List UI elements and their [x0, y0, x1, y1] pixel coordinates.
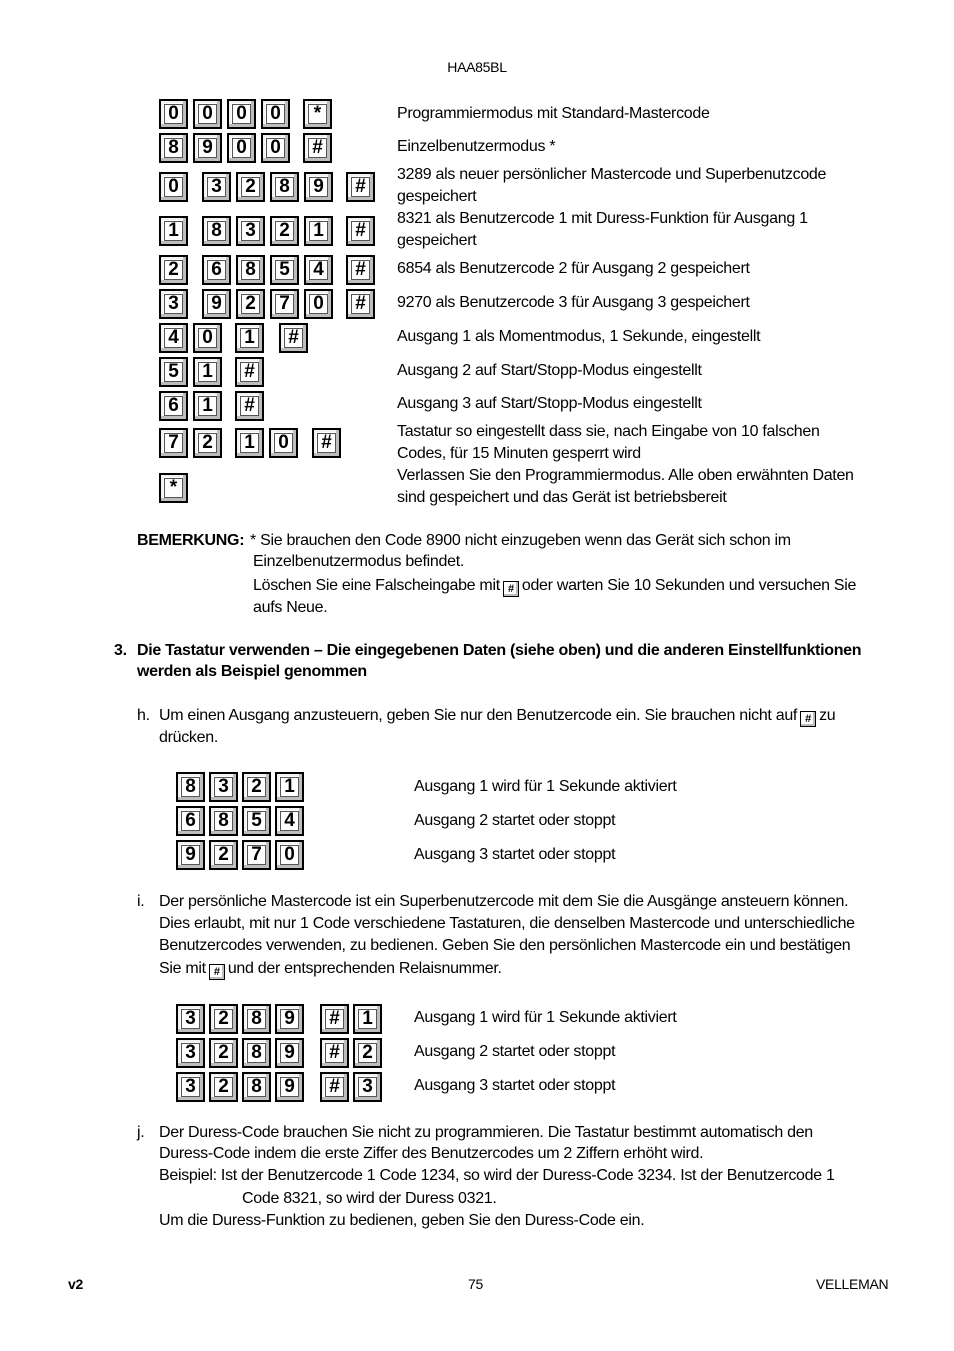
key-label: 3: [185, 1076, 196, 1097]
digit-key-icon: [353, 1038, 382, 1068]
item-j-line-1: Der Duress-Code brauchen Sie nicht zu programmieren. Die Tastatur bestimmt automatisch den: [159, 1124, 813, 1141]
hash-key-icon: #: [800, 711, 816, 727]
digit-key-icon: [275, 840, 304, 870]
digit-key-icon: [176, 840, 205, 870]
key-label: 2: [218, 1008, 229, 1029]
remark-label: BEMERKUNG:: [137, 532, 245, 549]
key-label: 9: [211, 293, 222, 314]
digit-key-icon: [193, 99, 222, 129]
item-j-line-3: Beispiel: Ist der Benutzercode 1 Code 1234, so wird der Duress-Code 3234. Ist der Benutzercode 1: [159, 1167, 835, 1184]
digit-key-icon: [270, 255, 299, 285]
digit-key-icon: [304, 172, 333, 202]
digit-key-icon: [275, 806, 304, 836]
key-label: 9: [202, 137, 213, 158]
output-description: Ausgang 2 startet oder stoppt: [414, 812, 616, 829]
key-label: 9: [284, 1076, 295, 1097]
key-label: 9: [284, 1042, 295, 1063]
digit-key-icon: [209, 1072, 238, 1102]
key-label: #: [355, 259, 366, 280]
digit-key-icon: [242, 806, 271, 836]
hash-key-icon: [320, 1004, 349, 1034]
key-label: 0: [168, 103, 179, 124]
digit-key-icon: [159, 133, 188, 163]
digit-key-icon: [269, 428, 298, 458]
key-label: 1: [244, 327, 255, 348]
digit-key-icon: [304, 255, 333, 285]
digit-key-icon: [176, 772, 205, 802]
digit-key-icon: [275, 772, 304, 802]
digit-key-icon: [193, 391, 222, 421]
digit-key-icon: [227, 99, 256, 129]
digit-key-icon: [202, 255, 231, 285]
hash-key-icon: [346, 255, 375, 285]
key-label: 0: [270, 137, 281, 158]
key-label: 0: [313, 293, 324, 314]
key-label: 3: [185, 1042, 196, 1063]
item-j-marker: j.: [137, 1124, 145, 1141]
digit-key-icon: [176, 1038, 205, 1068]
hash-key-icon: [312, 428, 341, 458]
item-j-line-5: Um die Duress-Funktion zu bedienen, geben Sie den Duress-Code ein.: [159, 1212, 645, 1229]
remark-line-2: Einzelbenutzermodus befindet.: [253, 553, 464, 570]
key-label: 3: [185, 1008, 196, 1029]
key-label: 0: [202, 103, 213, 124]
key-label: 8: [251, 1042, 262, 1063]
digit-key-icon: [202, 172, 231, 202]
digit-key-icon: [235, 428, 264, 458]
digit-key-icon: [270, 172, 299, 202]
output-description: Ausgang 3 startet oder stoppt: [414, 1077, 616, 1094]
key-label: 5: [279, 259, 290, 280]
item-i-line-4-end: und der entsprechenden Relaisnummer.: [227, 960, 502, 977]
digit-key-icon: [159, 255, 188, 285]
digit-key-icon: [193, 428, 222, 458]
key-label: 1: [313, 220, 324, 241]
key-label: 6: [168, 395, 179, 416]
digit-key-icon: [209, 1038, 238, 1068]
footer-version: v2: [68, 1276, 83, 1292]
hash-key-icon: [346, 289, 375, 319]
hash-key-icon: [303, 133, 332, 163]
program-description: sind gespeichert und das Gerät ist betriebsbereit: [397, 489, 727, 506]
program-description: gespeichert: [397, 188, 477, 205]
digit-key-icon: [176, 1072, 205, 1102]
key-label: 2: [202, 432, 213, 453]
key-label: 8: [279, 176, 290, 197]
key-label: 1: [244, 432, 255, 453]
digit-key-icon: [235, 323, 264, 353]
key-label: 1: [202, 361, 213, 382]
key-label: 2: [279, 220, 290, 241]
item-j-line-2: Duress-Code indem die erste Ziffer des Benutzercodes um 2 Ziffern erhöht wird.: [159, 1145, 704, 1162]
star-key-icon: [303, 99, 332, 129]
digit-key-icon: [193, 133, 222, 163]
key-label: 0: [202, 327, 213, 348]
key-label: 6: [185, 810, 196, 831]
key-label: 5: [251, 810, 262, 831]
key-label: #: [329, 1008, 340, 1029]
key-label: *: [169, 477, 178, 498]
item-j-line-4: Code 8321, so wird der Duress 0321.: [242, 1190, 497, 1207]
digit-key-icon: [275, 1038, 304, 1068]
hash-key-icon: [320, 1072, 349, 1102]
digit-key-icon: [236, 216, 265, 246]
digit-key-icon: [159, 172, 188, 202]
key-label: 9: [185, 844, 196, 865]
program-description: Einzelbenutzermodus *: [397, 138, 556, 155]
key-label: 8: [168, 137, 179, 158]
digit-key-icon: [209, 806, 238, 836]
output-description: Ausgang 1 wird für 1 Sekunde aktiviert: [414, 778, 677, 795]
key-label: 8: [251, 1076, 262, 1097]
program-description: Verlassen Sie den Programmiermodus. Alle oben erwähnten Daten: [397, 467, 854, 484]
key-label: 2: [218, 844, 229, 865]
digit-key-icon: [261, 133, 290, 163]
key-label: 0: [278, 432, 289, 453]
key-label: 3: [211, 176, 222, 197]
program-description: 8321 als Benutzercode 1 mit Duress-Funktion für Ausgang 1: [397, 210, 808, 227]
key-label: 2: [168, 259, 179, 280]
program-description: Ausgang 3 auf Start/Stopp-Modus eingestellt: [397, 395, 702, 412]
key-label: 4: [168, 327, 179, 348]
key-label: 0: [236, 137, 247, 158]
key-label: 5: [168, 361, 179, 382]
key-label: 4: [284, 810, 295, 831]
digit-key-icon: [202, 216, 231, 246]
key-label: 2: [362, 1042, 373, 1063]
star-key-icon: [159, 473, 188, 503]
remark-line-3-text: Löschen Sie eine Falscheingabe mit: [253, 577, 500, 594]
key-label: 0: [284, 844, 295, 865]
hash-key-icon: [346, 216, 375, 246]
key-label: 2: [218, 1076, 229, 1097]
program-description: 3289 als neuer persönlicher Mastercode und Superbenutzcode: [397, 166, 827, 183]
digit-key-icon: [236, 255, 265, 285]
digit-key-icon: [270, 289, 299, 319]
digit-key-icon: [304, 216, 333, 246]
section-title-line-1: Die Tastatur verwenden – Die eingegebenen Daten (siehe oben) und die anderen Einstellfunktionen: [137, 642, 862, 659]
key-label: #: [329, 1076, 340, 1097]
key-label: 2: [218, 1042, 229, 1063]
digit-key-icon: [193, 323, 222, 353]
digit-key-icon: [242, 772, 271, 802]
digit-key-icon: [159, 216, 188, 246]
key-label: 8: [211, 220, 222, 241]
digit-key-icon: [159, 357, 188, 387]
output-description: Ausgang 2 startet oder stoppt: [414, 1043, 616, 1060]
key-label: #: [321, 432, 332, 453]
digit-key-icon: [270, 216, 299, 246]
program-description: Tastatur so eingestellt dass sie, nach Eingabe von 10 falschen: [397, 423, 820, 440]
hash-key-icon: [346, 172, 375, 202]
digit-key-icon: [353, 1004, 382, 1034]
key-label: #: [355, 293, 366, 314]
program-description: 9270 als Benutzercode 3 für Ausgang 3 gespeichert: [397, 294, 750, 311]
digit-key-icon: [209, 840, 238, 870]
program-description: gespeichert: [397, 232, 477, 249]
digit-key-icon: [242, 1072, 271, 1102]
item-h-line-2: drücken.: [159, 729, 218, 746]
hash-key-icon: [235, 391, 264, 421]
key-label: 2: [245, 293, 256, 314]
key-label: 3: [218, 776, 229, 797]
hash-key-icon: [279, 323, 308, 353]
key-label: 2: [251, 776, 262, 797]
item-h-line-1-end: zu: [819, 707, 836, 724]
remark-line-3: [253, 575, 856, 597]
key-label: 9: [284, 1008, 295, 1029]
digit-key-icon: [193, 357, 222, 387]
key-label: #: [288, 327, 299, 348]
key-label: #: [244, 361, 255, 382]
key-label: 1: [168, 220, 179, 241]
digit-key-icon: [202, 289, 231, 319]
program-description: Ausgang 2 auf Start/Stopp-Modus eingestellt: [397, 362, 702, 379]
key-label: 8: [185, 776, 196, 797]
key-label: #: [329, 1042, 340, 1063]
item-i-marker: i.: [137, 893, 145, 910]
footer-page-number: 75: [468, 1276, 483, 1292]
program-description: 6854 als Benutzercode 2 für Ausgang 2 gespeichert: [397, 260, 750, 277]
digit-key-icon: [227, 133, 256, 163]
item-h-marker: h.: [137, 707, 150, 724]
digit-key-icon: [261, 99, 290, 129]
key-label: 3: [362, 1076, 373, 1097]
digit-key-icon: [159, 323, 188, 353]
hash-key-icon: [320, 1038, 349, 1068]
footer-brand: VELLEMAN: [816, 1276, 889, 1292]
digit-key-icon: [159, 428, 188, 458]
digit-key-icon: [176, 806, 205, 836]
item-i-line-4: [159, 958, 502, 980]
item-h-line-1-text: Um einen Ausgang anzusteuern, geben Sie nur den Benutzercode ein. Sie brauchen nicht auf: [159, 707, 798, 724]
key-label: 4: [313, 259, 324, 280]
program-description: Ausgang 1 als Momentmodus, 1 Sekunde, eingestellt: [397, 328, 761, 345]
section-number: 3.: [114, 642, 127, 659]
digit-key-icon: [236, 289, 265, 319]
key-label: #: [244, 395, 255, 416]
digit-key-icon: [159, 289, 188, 319]
program-description: Codes, für 15 Minuten gesperrt wird: [397, 445, 641, 462]
key-label: 8: [218, 810, 229, 831]
key-label: 8: [245, 259, 256, 280]
remark-line-3-text-end: oder warten Sie 10 Sekunden und versuchen Sie: [521, 577, 857, 594]
digit-key-icon: [159, 391, 188, 421]
digit-key-icon: [242, 1004, 271, 1034]
key-label: #: [355, 220, 366, 241]
program-description: Programmiermodus mit Standard-Mastercode: [397, 105, 710, 122]
key-label: 1: [284, 776, 295, 797]
digit-key-icon: [209, 1004, 238, 1034]
digit-key-icon: [304, 289, 333, 319]
digit-key-icon: [275, 1004, 304, 1034]
page-header: HAA85BL: [447, 59, 507, 75]
key-label: 0: [270, 103, 281, 124]
key-label: 8: [251, 1008, 262, 1029]
key-label: 6: [211, 259, 222, 280]
digit-key-icon: [353, 1072, 382, 1102]
digit-key-icon: [236, 172, 265, 202]
hash-key-icon: #: [503, 581, 519, 597]
key-label: 3: [245, 220, 256, 241]
key-label: 7: [168, 432, 179, 453]
key-label: *: [313, 103, 322, 124]
item-h-line-1: [159, 705, 835, 727]
key-label: 3: [168, 293, 179, 314]
key-label: #: [355, 176, 366, 197]
item-i-line-4-text: Sie mit: [159, 960, 206, 977]
key-label: 7: [251, 844, 262, 865]
key-label: 9: [313, 176, 324, 197]
digit-key-icon: [209, 772, 238, 802]
digit-key-icon: [159, 99, 188, 129]
item-i-line-3: Benutzercodes verwenden, zu bedienen. Geben Sie den persönlichen Mastercode ein und bestätigen: [159, 937, 851, 954]
item-i-line-2: Dies erlaubt, mit nur 1 Code verschiedene Tastaturen, die denselben Mastercode und unterschiedliche: [159, 915, 855, 932]
digit-key-icon: [242, 1038, 271, 1068]
key-label: 7: [279, 293, 290, 314]
key-label: 0: [168, 176, 179, 197]
digit-key-icon: [275, 1072, 304, 1102]
output-description: Ausgang 1 wird für 1 Sekunde aktiviert: [414, 1009, 677, 1026]
key-label: 2: [245, 176, 256, 197]
hash-key-icon: [235, 357, 264, 387]
digit-key-icon: [176, 1004, 205, 1034]
section-title-line-2: werden als Beispiel genommen: [137, 663, 367, 680]
output-description: Ausgang 3 startet oder stoppt: [414, 846, 616, 863]
item-i-line-1: Der persönliche Mastercode ist ein Superbenutzercode mit dem Sie die Ausgänge ansteuern können.: [159, 893, 849, 910]
remark-line-4: aufs Neue.: [253, 599, 328, 616]
key-label: 0: [236, 103, 247, 124]
hash-key-icon: #: [209, 964, 225, 980]
remark-line-1: * Sie brauchen den Code 8900 nicht einzugeben wenn das Gerät sich schon im: [250, 532, 791, 549]
key-label: 1: [202, 395, 213, 416]
key-label: 1: [362, 1008, 373, 1029]
key-label: #: [312, 137, 323, 158]
digit-key-icon: [242, 840, 271, 870]
